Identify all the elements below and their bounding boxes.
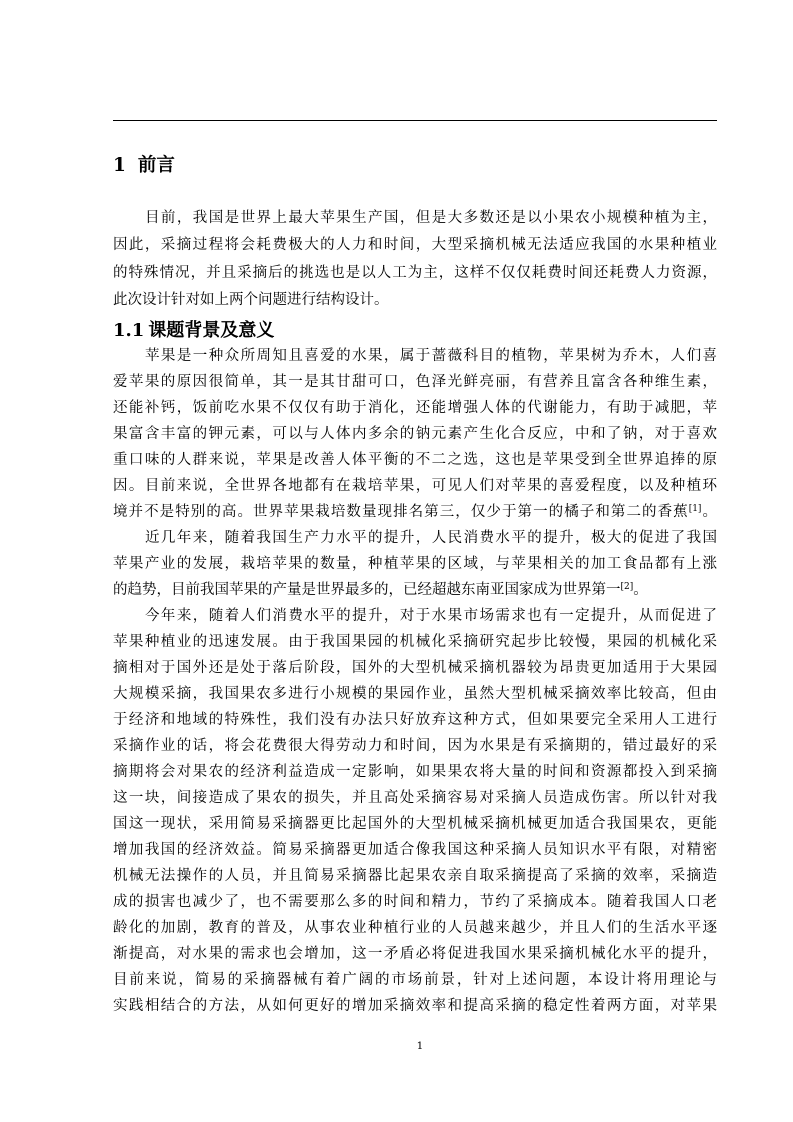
citation-marker: [1] [688, 504, 702, 514]
body-text-line: 爱苹果的原因很简单，其一是其甘甜可口，色泽光鲜亮丽，有营养且富含各种维生素， [113, 374, 717, 390]
body-text-line [113, 577, 717, 603]
section-number: 1 [113, 155, 126, 176]
body-text-line: 实践相结合的方法，从如何更好的增加采摘效率和提高采摘的稳定性着两方面，对苹果 [113, 998, 717, 1014]
page-number: 1 [416, 1040, 424, 1052]
line-tail: 。 [633, 582, 648, 598]
body-text-line: 苹果产业的发展，栽培苹果的数量，种植苹果的区域，与苹果相关的加工食品都有上涨 [113, 556, 717, 572]
subsection-title: 课题背景及意义 [148, 320, 275, 341]
body-paragraph [113, 343, 717, 525]
body-text-line: 这一块，间接造成了果农的损失，并且高处采摘容易对采摘人员造成伤害。所以针对我 [113, 790, 717, 806]
body-text-line: 此次设计针对如上两个问题进行结构设计。 [113, 291, 389, 308]
body-text-line: 增加我国的经济效益。简易采摘器更加适合像我国这种采摘人员知识水平有限，对精密 [113, 842, 717, 858]
body-text-line: 因此，采摘过程将会耗费极大的人力和时间，大型采摘机械无法适应我国的水果种植业 [113, 237, 717, 254]
body-text-line: 成的损害也减少了，也不需要那么多的时间和精力，节约了采摘成本。随着我国人口老 [113, 894, 717, 910]
body-text-line: 渐提高，对水果的需求也会增加，这一矛盾必将促进我国水果采摘机械化水平的提升， [113, 946, 717, 962]
body-text-line: 重口味的人群来说，苹果是改善人体平衡的不二之选，这也是苹果受到全世界追捧的原 [113, 452, 717, 468]
body-text-line: 苹果是一种众所周知且喜爱的水果，属于蔷薇科目的植物，苹果树为乔木，人们喜 [145, 348, 717, 364]
citation-marker: [2] [620, 582, 634, 592]
body-paragraph [113, 525, 717, 603]
body-text-line [113, 499, 717, 525]
subsection-number: 1.1 [113, 320, 145, 341]
line-text: 的趋势，目前我国苹果的产量是世界最多的，已经超越东南亚国家成为世界第一 [113, 582, 621, 598]
body-text-line: 于经济和地域的特殊性，我们没有办法只好放弃这种方式，但如果要完全采用人工进行 [113, 712, 717, 728]
body-text-line: 采摘作业的话，将会花费很大得劳动力和时间，因为水果是有采摘期的，错过最好的采 [113, 738, 717, 754]
body-text-line: 大规模采摘，我国果农多进行小规模的果园作业，虽然大型机械采摘效率比较高，但由 [113, 686, 717, 702]
background-section-body [113, 343, 717, 1019]
body-text-line: 机械无法操作的人员，并且简易采摘器比起果农亲自取采摘提高了采摘的效率，采摘造 [113, 868, 717, 884]
body-text-line: 摘期将会对果农的经济利益造成一定影响，如果果农将大量的时间和资源都投入到采摘 [113, 764, 717, 780]
body-text-line: 果富含丰富的钾元素，可以与人体内多余的钠元素产生化合反应，中和了钠，对于喜欢 [113, 426, 717, 442]
body-paragraph [113, 603, 717, 1019]
body-text-line: 的特殊情况，并且采摘后的挑选也是以人工为主，这样不仅仅耗费时间还耗费人力资源， [113, 264, 717, 281]
header-rule [113, 120, 717, 121]
body-text-line: 还能补钙，饭前吃水果不仅仅有助于消化，还能增强人体的代谢能力，有助于减肥，苹 [113, 400, 717, 416]
body-text-line: 目前来说，简易的采摘器械有着广阔的市场前景，针对上述问题，本设计将用理论与 [113, 972, 717, 988]
body-text-line: 龄化的加剧，教育的普及，从事农业种植行业的人员越来越少，并且人们的生活水平逐 [113, 920, 717, 936]
body-text-line: 今年来，随着人们消费水平的提升，对于水果市场需求也有一定提升，从而促进了 [145, 608, 717, 624]
body-text-line: 苹果种植业的迅速发展。由于我国果园的机械化采摘研究起步比较慢，果园的机械化采 [113, 634, 717, 650]
line-text: 境并不是特别的高。世界苹果栽培数量现排名第三，仅少于第一的橘子和第二的香蕉 [113, 504, 689, 520]
body-text-line: 目前，我国是世界上最大苹果生产国，但是大多数还是以小果农小规模种植为主， [145, 210, 717, 226]
section-heading [113, 153, 175, 179]
section-title: 前言 [137, 155, 175, 176]
intro-paragraph [113, 205, 717, 314]
body-text-line: 近几年来，随着我国生产力水平的提升，人民消费水平的提升，极大的促进了我国 [145, 530, 717, 546]
body-text-line: 国这一现状，采用简易采摘器更比起国外的大型机械采摘机械更加适合我国果农，更能 [113, 816, 717, 832]
subsection-heading [113, 318, 274, 344]
body-text-line: 摘相对于国外还是处于落后阶段，国外的大型机械采摘机器较为昂贵更加适用于大果园 [113, 660, 717, 676]
body-text-line: 因。目前来说，全世界各地都有在栽培苹果，可见人们对苹果的喜爱程度，以及种植环 [113, 478, 717, 494]
line-tail: 。 [701, 504, 717, 520]
